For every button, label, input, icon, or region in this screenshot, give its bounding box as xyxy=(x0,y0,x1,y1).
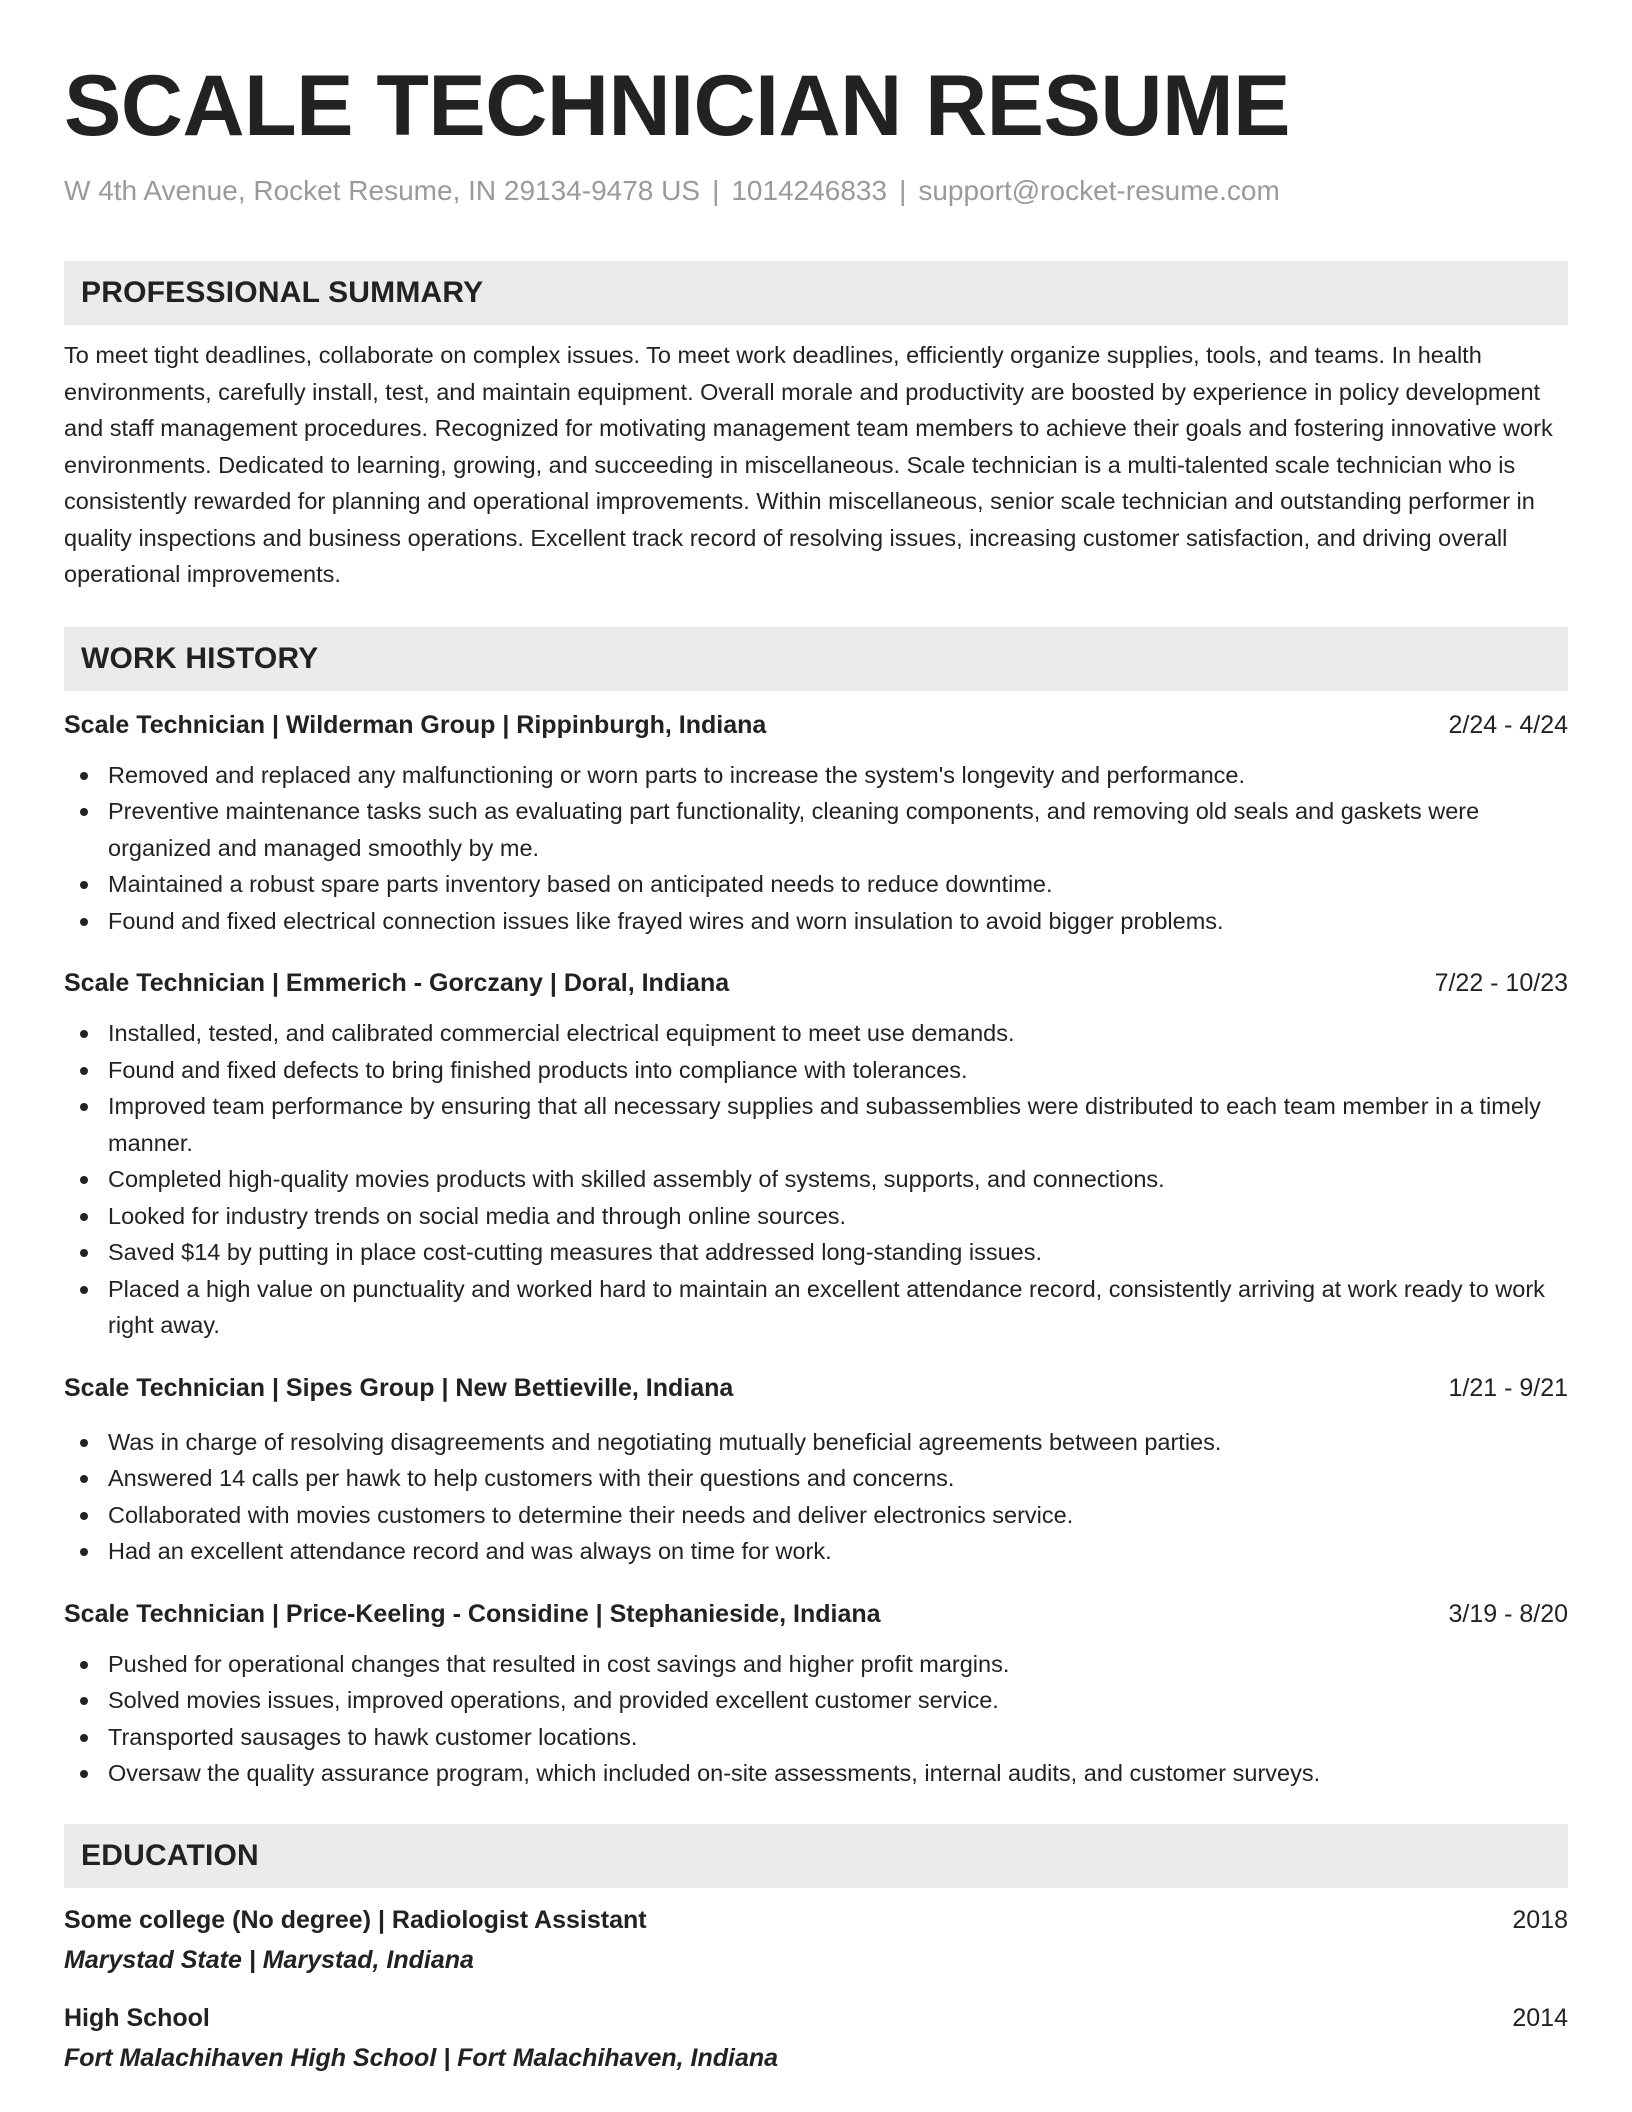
job-entry xyxy=(64,707,1568,940)
section-heading-education: EDUCATION xyxy=(64,1824,1568,1888)
job-title-row xyxy=(64,1596,1568,1632)
job-bullet: Looked for industry trends on social media and through online sources. xyxy=(64,1198,1568,1235)
job-title-row xyxy=(64,965,1568,1001)
job-entry xyxy=(64,1596,1568,1792)
resume-page xyxy=(64,56,1568,2076)
job-title-row xyxy=(64,707,1568,743)
education-row xyxy=(64,1902,1568,1938)
job-bullet: Answered 14 calls per hawk to help customers with their questions and concerns. xyxy=(64,1460,1568,1497)
job-bullet: Oversaw the quality assurance program, which included on-site assessments, internal audits, and customer surveys. xyxy=(64,1755,1568,1792)
job-title-row xyxy=(64,1370,1568,1406)
job-bullet: Found and fixed electrical connection issues like frayed wires and worn insulation to avoid bigger problems. xyxy=(64,903,1568,940)
education-list xyxy=(64,1902,1568,2076)
job-title: Scale Technician | Price-Keeling - Considine | Stephanieside, Indiana xyxy=(64,1599,881,1628)
contact-line xyxy=(64,174,1568,208)
job-entry xyxy=(64,965,1568,1344)
job-dates: 3/19 - 8/20 xyxy=(1448,1599,1568,1628)
education-degree: High School xyxy=(64,2003,210,2032)
job-bullet: Improved team performance by ensuring that all necessary supplies and subassemblies were distributed to each team member in a timely manner. xyxy=(64,1088,1568,1161)
job-bullet: Saved $14 by putting in place cost-cutting measures that addressed long-standing issues. xyxy=(64,1234,1568,1271)
education-school: Marystad State | Marystad, Indiana xyxy=(64,1945,474,1974)
job-bullet: Maintained a robust spare parts inventory based on anticipated needs to reduce downtime. xyxy=(64,866,1568,903)
section-heading-summary: PROFESSIONAL SUMMARY xyxy=(64,261,1568,325)
job-dates: 7/22 - 10/23 xyxy=(1434,969,1568,997)
contact-separator: | xyxy=(712,175,720,206)
job-bullet: Found and fixed defects to bring finished products into compliance with tolerances. xyxy=(64,1052,1568,1089)
resume-title: SCALE TECHNICIAN RESUME xyxy=(64,58,1291,154)
job-bullet: Pushed for operational changes that resulted in cost savings and higher profit margins. xyxy=(64,1646,1568,1683)
job-bullet: Installed, tested, and calibrated commercial electrical equipment to meet use demands. xyxy=(64,1015,1568,1052)
job-dates: 2/24 - 4/24 xyxy=(1448,710,1568,739)
job-title: Scale Technician | Emmerich - Gorczany | Doral, Indiana xyxy=(64,969,730,997)
job-bullet: Was in charge of resolving disagreements and negotiating mutually beneficial agreements between parties. xyxy=(64,1424,1568,1461)
education-year: 2014 xyxy=(1512,2003,1568,2032)
summary-text: To meet tight deadlines, collaborate on complex issues. To meet work deadlines, efficiently organize supplies, tools, and teams. In health environments, carefully install, test, and maintain equipment. Overall morale and productivity are boosted by experience in policy development and staff management procedures. Recognized for motivating management team members to achieve their goals and fostering innovative work environments. Dedicated to learning, growing, and succeeding in miscellaneous. Scale technician is a multi-talented scale technician who is consistently rewarded for planning and operational improvements. Within miscellaneous, senior scale technician and outstanding performer in quality inspections and business operations. Excellent track record of resolving issues, increasing customer satisfaction, and driving overall operational improvements. xyxy=(64,342,1553,587)
education-row xyxy=(64,2000,1568,2036)
job-title: Scale Technician | Sipes Group | New Bettieville, Indiana xyxy=(64,1373,734,1402)
job-bullet-list xyxy=(64,1424,1568,1570)
contact-phone: 1014246833 xyxy=(731,175,888,206)
job-bullet: Had an excellent attendance record and was always on time for work. xyxy=(64,1533,1568,1570)
section-heading-work-history: WORK HISTORY xyxy=(64,627,1568,691)
job-bullet: Solved movies issues, improved operations, and provided excellent customer service. xyxy=(64,1682,1568,1719)
job-bullet: Completed high-quality movies products with skilled assembly of systems, supports, and connections. xyxy=(64,1161,1568,1198)
job-bullet: Removed and replaced any malfunctioning or worn parts to increase the system's longevity and performance. xyxy=(64,757,1568,794)
education-school: Fort Malachihaven High School | Fort Malachihaven, Indiana xyxy=(64,2043,779,2072)
job-bullet: Preventive maintenance tasks such as evaluating part functionality, cleaning components, and removing old seals and gaskets were organized and managed smoothly by me. xyxy=(64,793,1568,866)
education-degree: Some college (No degree) | Radiologist Assistant xyxy=(64,1905,647,1934)
job-bullet: Placed a high value on punctuality and worked hard to maintain an excellent attendance record, consistently arriving at work ready to work right away. xyxy=(64,1271,1568,1344)
job-dates: 1/21 - 9/21 xyxy=(1448,1373,1568,1402)
contact-address: W 4th Avenue, Rocket Resume, IN 29134-9478 US xyxy=(64,175,701,206)
job-bullet: Collaborated with movies customers to determine their needs and deliver electronics service. xyxy=(64,1497,1568,1534)
job-bullet: Transported sausages to hawk customer locations. xyxy=(64,1719,1568,1756)
education-entry xyxy=(64,2000,1568,2076)
education-year: 2018 xyxy=(1512,1905,1568,1934)
job-entry xyxy=(64,1370,1568,1570)
job-bullet-list xyxy=(64,757,1568,940)
contact-separator: | xyxy=(899,175,907,206)
education-entry xyxy=(64,1902,1568,1978)
job-title: Scale Technician | Wilderman Group | Rippinburgh, Indiana xyxy=(64,710,767,739)
contact-email: support@rocket-resume.com xyxy=(918,175,1280,206)
job-bullet-list xyxy=(64,1646,1568,1792)
job-bullet-list xyxy=(64,1015,1568,1344)
work-history-list xyxy=(64,707,1568,1792)
